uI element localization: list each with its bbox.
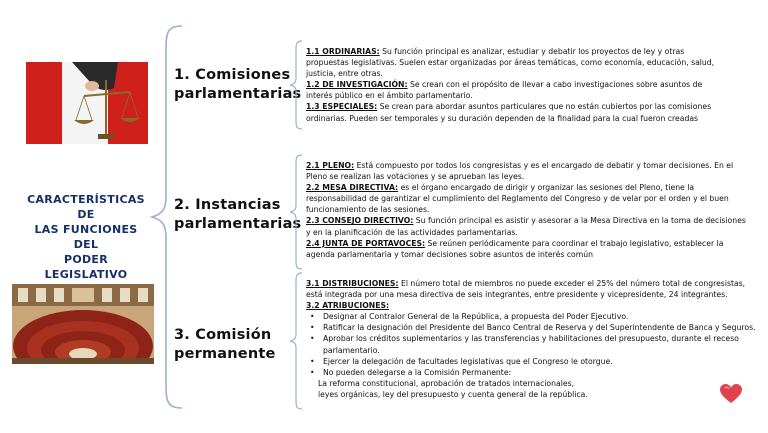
item-consejo-directivo: 2.3 CONSEJO DIRECTIVO: Su función principal es asistir y asesorar a la Mesa Directiva en la toma de decisiones y en la planificación de las actividades parlamentarias. [306, 216, 746, 237]
item-atribuciones: 3.2 ATRIBUCIONES: [306, 301, 390, 311]
list-item: • No pueden delegarse a la Comisión Permanente: [306, 367, 762, 378]
justice-scales-photo [26, 62, 148, 144]
item-distribuciones: 3.1 DISTRIBUCIONES: El número total de miembros no puede exceder el 25% del número total de congresistas, está integrada por una mesa directiva de seis integrantes, entre presidente y vicepresidente, 24 integrantes. [306, 279, 746, 300]
section-title-comision-permanente: 3. Comisión permanente [174, 327, 276, 362]
list-item: • Ratificar la designación del Presidente del Banco Central de Reserva y del Superintendente de Banca y Seguros. [306, 322, 762, 333]
comisiones-content [306, 46, 726, 124]
bracket-3 [288, 272, 304, 410]
item-especiales: 1.3 ESPECIALES: Se crean para abordar asuntos particulares que no están cubiertos por las comisiones ordinarias. Pueden ser temporales y su duración dependen de la finalidad para la cual fueron creadas [306, 102, 712, 123]
comision-permanente-content [306, 278, 762, 400]
non-delegable-list: La reforma constitucional, aprobación de tratados internacionales, leyes orgánicas, ley del presupuesto y cuenta general de la república. [318, 378, 588, 399]
list-item: • Aprobar los créditos suplementarios y las transferencias y habilitaciones del presupuesto, durante el receso parlamentario. [306, 333, 762, 355]
item-investigacion: 1.2 DE INVESTIGACIÓN: Se crean con el propósito de llevar a cabo investigaciones sobre asuntos de interés público en el ámbito parlamentario. [306, 80, 703, 101]
item-ordinarias: 1.1 ORDINARIAS: Su función principal es analizar, estudiar y debatir los proyectos de ley y otras propuestas legislativas. Suelen estar organizadas por áreas temáticas, como economía, educación, salud, justicia, entre otras. [306, 47, 715, 79]
section-title-instancias: 2. Instancias parlamentarias [174, 197, 302, 232]
atribuciones-list [306, 311, 762, 378]
item-mesa-directiva: 2.2 MESA DIRECTIVA: es el órgano encargado de dirigir y organizar las sesiones del Pleno, tiene la responsabilidad de garantizar el cumplimiento del Reglamento del Congreso y de velar por el orden y el buen funcionamiento de las sesiones. [306, 183, 729, 215]
main-title: CARACTERÍSTICAS DE LAS FUNCIONES DEL PODER LEGISLATIVO [27, 193, 145, 281]
list-item: • Designar al Contralor General de la República, a propuesta del Poder Ejecutivo. [306, 311, 762, 322]
heart-icon [720, 384, 742, 404]
item-pleno: 2.1 PLENO: Está compuesto por todos los congresistas y es el encargado de debatir y tomar decisiones. En el Pleno se realizan las votaciones y se aprueban las leyes. [306, 161, 734, 182]
section-title-comisiones: 1. Comisiones parlamentarias [174, 67, 302, 102]
congress-hemicycle-photo [12, 284, 154, 364]
instancias-content [306, 160, 746, 260]
bracket-1 [288, 40, 304, 130]
bracket-2 [288, 154, 304, 270]
item-junta-portavoces: 2.4 JUNTA DE PORTAVOCES: Se reúnen periódicamente para coordinar el trabajo legislativo, establecer la agenda parlamentaria y tomar decisiones sobre asuntos de interés común [306, 238, 724, 259]
list-item: • Ejercer la delegación de facultades legislativas que el Congreso le otorgue. [306, 356, 762, 367]
